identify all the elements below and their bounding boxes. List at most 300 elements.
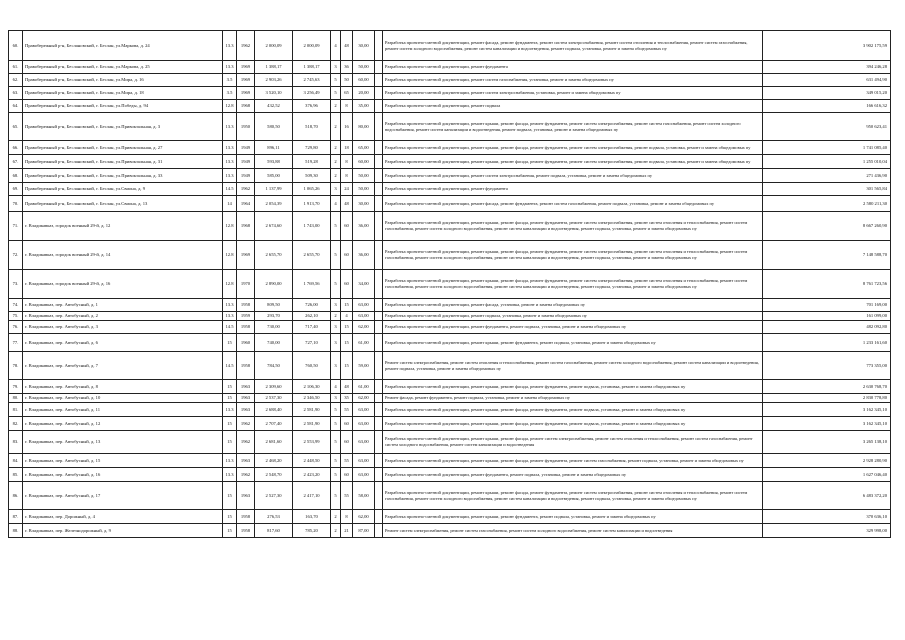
cost-cell: 701 169,00 [763, 299, 891, 312]
cost-cell: 631 494,90 [763, 74, 891, 87]
document-page [8, 30, 890, 538]
address-cell: Правобережный р-н, Беслановский, г. Беслан, ул.Привокзальная, д. 33 [23, 169, 223, 183]
cost-cell: 6 483 372,20 [763, 482, 891, 510]
wall-material-cell: 13.3 [223, 169, 237, 183]
row-number: 84. [9, 454, 23, 468]
living-area-cell: 1 913,70 [293, 196, 331, 212]
row-number: 69. [9, 183, 23, 196]
living-area-cell: 729,80 [293, 141, 331, 155]
apartments-cell: 18 [341, 141, 353, 155]
floors-cell: 5 [331, 417, 341, 431]
blank-cell [375, 482, 383, 510]
wall-material-cell: 12.8 [223, 241, 237, 270]
blank-cell [375, 31, 383, 61]
wall-material-cell: 15 [223, 394, 237, 403]
wear-percent-cell: 30,00 [353, 196, 375, 212]
living-area-cell: 262,10 [293, 312, 331, 321]
wear-percent-cell: 62,00 [353, 321, 375, 334]
works-cell: Разработка проектно-сметной документации, ремонт крыши, ремонт фасада, ремонт фундамента, ремонт подвала, установка, ремонт и замена общедомовых пу [383, 403, 763, 417]
total-area-cell: 2 903,26 [255, 74, 293, 87]
wall-material-cell: 14.5 [223, 183, 237, 196]
living-area-cell: 726,00 [293, 299, 331, 312]
table-row [9, 312, 891, 321]
wear-percent-cell: 50,00 [353, 169, 375, 183]
living-area-cell: 1 769,56 [293, 270, 331, 299]
total-area-cell: 3 520,10 [255, 87, 293, 100]
cost-cell: 3 162 345,10 [763, 403, 891, 417]
apartments-cell: 4 [341, 312, 353, 321]
blank-cell [375, 403, 383, 417]
year-built-cell: 1949 [237, 169, 255, 183]
table-row [9, 321, 891, 334]
works-cell: Разработка проектно-сметной документации, ремонт крыши, ремонт фасада, ремонт фундамента, ремонт систем электроснабжения, ремонт систем отопления и теплоснабжения, ремонт систем газоснабжения, ремонт систем холодного водоснабжения, ремонт систем канализации и водоотведения, ремонт подвала, установка, ремонт и замена общедомовых пу [383, 482, 763, 510]
wear-percent-cell: 63,00 [353, 299, 375, 312]
table-row [9, 352, 891, 380]
address-cell: г. Владикавказ, пер. Автобусный, д. 7 [23, 352, 223, 380]
table-row [9, 74, 891, 87]
total-area-cell: 730,00 [255, 321, 293, 334]
cost-cell: 3 265 138,10 [763, 431, 891, 454]
wall-material-cell: 12.8 [223, 270, 237, 299]
row-number: 82. [9, 417, 23, 431]
blank-cell [375, 87, 383, 100]
wear-percent-cell: 63,00 [353, 417, 375, 431]
table-row [9, 155, 891, 169]
blank-cell [375, 169, 383, 183]
wall-material-cell: 13.3 [223, 61, 237, 74]
row-number: 87. [9, 510, 23, 524]
floors-cell: 5 [331, 454, 341, 468]
row-number: 85. [9, 468, 23, 482]
blank-cell [375, 524, 383, 538]
wear-percent-cell: 36,00 [353, 212, 375, 241]
blank-cell [375, 394, 383, 403]
row-number: 74. [9, 299, 23, 312]
apartments-cell: 55 [341, 403, 353, 417]
cost-cell: 8 761 723,56 [763, 270, 891, 299]
row-number: 75. [9, 312, 23, 321]
cost-cell: 301 565,84 [763, 183, 891, 196]
living-area-cell: 717,40 [293, 321, 331, 334]
cost-cell: 7 148 588,70 [763, 241, 891, 270]
wear-percent-cell: 20,00 [353, 87, 375, 100]
apartments-cell: 60 [341, 431, 353, 454]
row-number: 78. [9, 352, 23, 380]
wall-material-cell: 13.3 [223, 31, 237, 61]
address-cell: Правобережный р-н, Беслановский, г. Беслан, ул.Маркова, д. 25 [23, 61, 223, 74]
cost-cell: 2 928 280,90 [763, 454, 891, 468]
blank-cell [375, 113, 383, 141]
wear-percent-cell: 87,00 [353, 524, 375, 538]
year-built-cell: 1958 [237, 321, 255, 334]
row-number: 83. [9, 431, 23, 454]
total-area-cell: 432,52 [255, 100, 293, 113]
cost-cell: 370 636,10 [763, 510, 891, 524]
floors-cell: 5 [331, 212, 341, 241]
total-area-cell: 2 688,40 [255, 403, 293, 417]
blank-cell [375, 380, 383, 394]
floors-cell: 5 [331, 241, 341, 270]
address-cell: г. Владикавказ, пер. Автобусный, д. 8 [23, 380, 223, 394]
wall-material-cell: 13.3 [223, 141, 237, 155]
works-cell: Разработка проектно-сметной документации, ремонт фундамента, ремонт подвала, установка, ремонт и замена общедомовых пу [383, 321, 763, 334]
address-cell: г. Владикавказ, городок военный 29-й, д. 16 [23, 270, 223, 299]
apartments-cell: 48 [341, 31, 353, 61]
year-built-cell: 1950 [237, 113, 255, 141]
living-area-cell: 2 655,70 [293, 241, 331, 270]
works-cell: Разработка проектно-сметной документации, ремонт подвала, установка, ремонт и замена общедомовых пу [383, 312, 763, 321]
floors-cell: 4 [331, 380, 341, 394]
table-row [9, 454, 891, 468]
year-built-cell: 1963 [237, 482, 255, 510]
works-cell: Разработка проектно-сметной документации, ремонт крыши, ремонт фасада, ремонт фундамента, ремонт систем электроснабжения, ремонт систем отопления и теплоснабжения, ремонт систем газоснабжения, ремонт систем холодного водоснабжения, ремонт систем канализации и водоотведения, ремонт подвала, установка, ремонт и замена общедомовых пу [383, 212, 763, 241]
wear-percent-cell: 34,00 [353, 270, 375, 299]
wall-material-cell: 15 [223, 431, 237, 454]
floors-cell: 2 [331, 510, 341, 524]
apartments-cell: 36 [341, 61, 353, 74]
row-number: 72. [9, 241, 23, 270]
floors-cell: 2 [331, 312, 341, 321]
wall-material-cell: 3.5 [223, 74, 237, 87]
address-cell: Правобережный р-н, Беслановский, г. Беслан, ул.Победы, д. 94 [23, 100, 223, 113]
cost-cell: 8 667 260,90 [763, 212, 891, 241]
address-cell: г. Владикавказ, пер. Автобусный, д. 16 [23, 468, 223, 482]
floors-cell: 5 [331, 270, 341, 299]
table-row [9, 510, 891, 524]
total-area-cell: 2 655,70 [255, 241, 293, 270]
address-cell: г. Владикавказ, пер. Дорожный, д. 4 [23, 510, 223, 524]
address-cell: г. Владикавказ, пер. Автобусный, д. 1 [23, 299, 223, 312]
address-cell: г. Владикавказ, городок военный 29-й, д. 14 [23, 241, 223, 270]
works-cell: Ремонт фасада, ремонт фундамента, ремонт подвала, установка, ремонт и замена общедомовых пу [383, 394, 763, 403]
blank-cell [375, 100, 383, 113]
works-cell: Разработка проектно-сметной документации, ремонт крыши, ремонт фундамента, ремонт подвала, установка, ремонт и замена общедомовых пу [383, 510, 763, 524]
living-area-cell: 1 743,00 [293, 212, 331, 241]
year-built-cell: 1962 [237, 468, 255, 482]
blank-cell [375, 155, 383, 169]
year-built-cell: 1958 [237, 299, 255, 312]
living-area-cell: 509,30 [293, 169, 331, 183]
apartments-cell: 24 [341, 183, 353, 196]
floors-cell: 5 [331, 431, 341, 454]
living-area-cell: 2 581,90 [293, 417, 331, 431]
year-built-cell: 1949 [237, 155, 255, 169]
blank-cell [375, 417, 383, 431]
blank-cell [375, 334, 383, 352]
floors-cell: 4 [331, 31, 341, 61]
works-cell: Разработка проектно-сметной документации, ремонт подвала [383, 100, 763, 113]
total-area-cell: 2 000,09 [255, 31, 293, 61]
blank-cell [375, 196, 383, 212]
total-area-cell: 740,00 [255, 334, 293, 352]
apartments-cell: 60 [341, 270, 353, 299]
wall-material-cell: 14 [223, 196, 237, 212]
year-built-cell: 1963 [237, 454, 255, 468]
works-cell: Разработка проектно-сметной документации, ремонт систем электроснабжения, установка, ремонт и замена общедомовых пу [383, 87, 763, 100]
cost-cell: 773 355,00 [763, 352, 891, 380]
year-built-cell: 1969 [237, 87, 255, 100]
wall-material-cell: 12.8 [223, 212, 237, 241]
living-area-cell: 2 423,20 [293, 468, 331, 482]
works-cell: Разработка проектно-сметной документации, ремонт крыши, ремонт фасада, ремонт фундамента, ремонт систем электроснабжения, ремонт систем отопления и теплоснабжения, ремонт систем газоснабжения, ремонт систем холодного водоснабжения, ремонт систем канализации и водоотведения, ремонт подвала, установка, ремонт и замена общедомовых пу [383, 241, 763, 270]
total-area-cell: 2 537,30 [255, 394, 293, 403]
address-cell: Правобережный р-н, Беслановский, г. Беслан, ул.Маркова, д. 24 [23, 31, 223, 61]
table-row [9, 468, 891, 482]
total-area-cell: 2 674,60 [255, 212, 293, 241]
wear-percent-cell: 63,00 [353, 431, 375, 454]
address-cell: Правобережный р-н, Беслановский, г. Беслан, ул.Привокзальная, д. 27 [23, 141, 223, 155]
living-area-cell: 1 065,26 [293, 183, 331, 196]
wear-percent-cell: 36,00 [353, 241, 375, 270]
works-cell: Разработка проектно-сметной документации, ремонт фасада, ремонт фундамента, ремонт систем газоснабжения, ремонт подвала, установка, ремонт и замена общедомовых пу [383, 196, 763, 212]
total-area-cell: 2 468,20 [255, 454, 293, 468]
address-cell: г. Владикавказ, пер. Автобусный, д. 2 [23, 312, 223, 321]
wall-material-cell: 14.5 [223, 352, 237, 380]
cost-cell: 2 580 211,30 [763, 196, 891, 212]
wear-percent-cell: 61,00 [353, 380, 375, 394]
living-area-cell: 2 553,99 [293, 431, 331, 454]
floors-cell: 5 [331, 468, 341, 482]
cost-cell: 349 015,20 [763, 87, 891, 100]
address-cell: г. Владикавказ, пер. Автобусный, д. 6 [23, 334, 223, 352]
table-row [9, 380, 891, 394]
works-cell: Разработка проектно-сметной документации, ремонт крыши, ремонт фундамента, ремонт подвала, установка, ремонт и замена общедомовых пу [383, 334, 763, 352]
apartments-cell: 60 [341, 241, 353, 270]
apartments-cell: 8 [341, 169, 353, 183]
living-area-cell: 727,10 [293, 334, 331, 352]
total-area-cell: 1 388,17 [255, 61, 293, 74]
living-area-cell: 376,96 [293, 100, 331, 113]
year-built-cell: 1962 [237, 183, 255, 196]
year-built-cell: 1969 [237, 61, 255, 74]
row-number: 80. [9, 394, 23, 403]
cost-cell: 1 233 161,60 [763, 334, 891, 352]
cost-cell: 3 902 175,59 [763, 31, 891, 61]
apartments-cell: 8 [341, 155, 353, 169]
address-cell: г. Владикавказ, пер. Автобусный, д. 10 [23, 394, 223, 403]
table-row [9, 403, 891, 417]
table-row [9, 141, 891, 155]
living-area-cell: 2 106,30 [293, 380, 331, 394]
cost-cell: 1 255 010,04 [763, 155, 891, 169]
apartments-cell: 15 [341, 299, 353, 312]
table-row [9, 394, 891, 403]
table-body [9, 31, 891, 538]
blank-cell [375, 468, 383, 482]
total-area-cell: 585,00 [255, 169, 293, 183]
total-area-cell: 809,50 [255, 299, 293, 312]
floors-cell: 2 [331, 155, 341, 169]
row-number: 62. [9, 74, 23, 87]
row-number: 77. [9, 334, 23, 352]
table-row [9, 270, 891, 299]
blank-cell [375, 352, 383, 380]
wall-material-cell: 15 [223, 334, 237, 352]
blank-cell [375, 61, 383, 74]
row-number: 65. [9, 113, 23, 141]
address-cell: г. Владикавказ, пер. Автобусный, д. 13 [23, 431, 223, 454]
cost-cell: 329 998,00 [763, 524, 891, 538]
cost-cell: 271 436,90 [763, 169, 891, 183]
floors-cell: 3 [331, 334, 341, 352]
total-area-cell: 896,11 [255, 141, 293, 155]
floors-cell: 3 [331, 183, 341, 196]
blank-cell [375, 183, 383, 196]
apartments-cell: 60 [341, 468, 353, 482]
wear-percent-cell: 30,00 [353, 31, 375, 61]
works-cell: Разработка проектно-сметной документации, ремонт крыши, ремонт фасада, ремонт фундамента, ремонт систем электроснабжения, ремонт систем газоснабжения, ремонт систем холодного водоснабжения, ремонт систем канализации и водоотведения, ремонт подвала, установка, ремонт и замена общедомовых пу [383, 113, 763, 141]
year-built-cell: 1969 [237, 241, 255, 270]
year-built-cell: 1968 [237, 212, 255, 241]
cost-cell: 161 099,00 [763, 312, 891, 321]
table-row [9, 431, 891, 454]
year-built-cell: 1970 [237, 270, 255, 299]
wear-percent-cell: 58,00 [353, 482, 375, 510]
row-number: 86. [9, 482, 23, 510]
total-area-cell: 2 054,39 [255, 196, 293, 212]
works-cell: Ремонт систем электроснабжения, ремонт систем газоснабжения, ремонт систем холодного водоснабжения, ремонт систем канализации и водоотведения [383, 524, 763, 538]
works-cell: Разработка проектно-сметной документации, ремонт крыши, ремонт фасада, ремонт фундамента, ремонт подвала, установка, ремонт и замена общедомовых пу [383, 417, 763, 431]
blank-cell [375, 270, 383, 299]
total-area-cell: 2 309,60 [255, 380, 293, 394]
works-cell: Разработка проектно-сметной документации, ремонт крыши, ремонт фасада, ремонт систем электроснабжения, ремонт систем отопления и теплоснабжения, ремонт систем газоснабжения, ремонт систем холодного водоснабжения, ремонт систем канализации и водоотведения [383, 431, 763, 454]
cost-cell: 1 627 046,40 [763, 468, 891, 482]
works-cell: Разработка проектно-сметной документации, ремонт систем газоснабжения, установка, ремонт и замена общедомовых пу [383, 74, 763, 87]
floors-cell: 2 [331, 524, 341, 538]
living-area-cell: 785,20 [293, 524, 331, 538]
year-built-cell: 1958 [237, 524, 255, 538]
year-built-cell: 1963 [237, 380, 255, 394]
blank-cell [375, 241, 383, 270]
year-built-cell: 1949 [237, 141, 255, 155]
total-area-cell: 580,50 [255, 113, 293, 141]
row-number: 70. [9, 196, 23, 212]
apartments-cell: 8 [341, 100, 353, 113]
total-area-cell: 817,60 [255, 524, 293, 538]
blank-cell [375, 74, 383, 87]
total-area-cell: 2 681,60 [255, 431, 293, 454]
apartments-cell: 55 [341, 454, 353, 468]
table-row [9, 212, 891, 241]
apartments-cell: 48 [341, 196, 353, 212]
table-row [9, 299, 891, 312]
total-area-cell: 2 548,70 [255, 468, 293, 482]
wall-material-cell: 13.3 [223, 155, 237, 169]
works-cell: Разработка проектно-сметной документации, ремонт фасада, ремонт фундамента, ремонт систем электроснабжения, ремонт систем отопления и теплоснабжения, ремонт систем газоснабжения, ремонт систем холодного водоснабжения, ремонт систем канализации и водоотведения, ремонт подвала, установка, ремонт и замена общедомовых пу [383, 31, 763, 61]
blank-cell [375, 454, 383, 468]
wear-percent-cell: 59,00 [353, 352, 375, 380]
row-number: 60. [9, 31, 23, 61]
living-area-cell: 1 388,17 [293, 61, 331, 74]
table-row [9, 113, 891, 141]
works-cell: Разработка проектно-сметной документации, ремонт фасада, установка, ремонт и замена общедомовых пу [383, 299, 763, 312]
table-row [9, 31, 891, 61]
works-cell: Разработка проектно-сметной документации, ремонт фундамента [383, 183, 763, 196]
row-number: 71. [9, 212, 23, 241]
wall-material-cell: 15 [223, 482, 237, 510]
table-row [9, 334, 891, 352]
blank-cell [375, 321, 383, 334]
address-cell: г. Владикавказ, пер. Железнодорожный, д. 9 [23, 524, 223, 538]
total-area-cell: 2 527,30 [255, 482, 293, 510]
address-cell: г. Владикавказ, пер. Автобусный, д. 3 [23, 321, 223, 334]
cost-cell: 1 741 085,40 [763, 141, 891, 155]
floors-cell: 4 [331, 196, 341, 212]
floors-cell: 3 [331, 321, 341, 334]
works-cell: Разработка проектно-сметной документации, ремонт фундамента [383, 61, 763, 74]
year-built-cell: 1969 [237, 74, 255, 87]
row-number: 79. [9, 380, 23, 394]
apartments-cell: 60 [341, 212, 353, 241]
housing-repair-table [8, 30, 891, 538]
apartments-cell: 65 [341, 87, 353, 100]
blank-cell [375, 212, 383, 241]
year-built-cell: 1962 [237, 417, 255, 431]
wall-material-cell: 13.3 [223, 299, 237, 312]
row-number: 66. [9, 141, 23, 155]
wear-percent-cell: 62,00 [353, 510, 375, 524]
floors-cell: 3 [331, 299, 341, 312]
living-area-cell: 2 448,50 [293, 454, 331, 468]
living-area-cell: 2 745,63 [293, 74, 331, 87]
floors-cell: 3 [331, 394, 341, 403]
row-number: 88. [9, 524, 23, 538]
living-area-cell: 3 256,49 [293, 87, 331, 100]
address-cell: г. Владикавказ, городок военный 29-й, д. 12 [23, 212, 223, 241]
blank-cell [375, 141, 383, 155]
works-cell: Разработка проектно-сметной документации, ремонт фундамента, ремонт подвала, установка, ремонт и замена общедомовых пу [383, 468, 763, 482]
floors-cell: 2 [331, 100, 341, 113]
living-area-cell: 163,70 [293, 510, 331, 524]
table-row [9, 169, 891, 183]
apartments-cell: 15 [341, 334, 353, 352]
address-cell: г. Владикавказ, пер. Автобусный, д. 12 [23, 417, 223, 431]
wear-percent-cell: 60,00 [353, 155, 375, 169]
apartments-cell: 35 [341, 394, 353, 403]
year-built-cell: 1968 [237, 100, 255, 113]
table-row [9, 183, 891, 196]
year-built-cell: 1960 [237, 334, 255, 352]
address-cell: г. Владикавказ, пер. Автобусный, д. 17 [23, 482, 223, 510]
row-number: 67. [9, 155, 23, 169]
wear-percent-cell: 63,00 [353, 468, 375, 482]
wall-material-cell: 3.5 [223, 87, 237, 100]
wear-percent-cell: 80,00 [353, 113, 375, 141]
cost-cell: 482 092,80 [763, 321, 891, 334]
apartments-cell: 48 [341, 380, 353, 394]
living-area-cell: 519,28 [293, 155, 331, 169]
works-cell: Разработка проектно-сметной документации, ремонт крыши, ремонт фасада, ремонт фундамента, ремонт систем электроснабжения, ремонт систем отопления и теплоснабжения, ремонт систем газоснабжения, ремонт систем холодного водоснабжения, ремонт систем канализации и водоотведения, ремонт подвала, установка, ремонт и замена общедомовых пу [383, 270, 763, 299]
floors-cell: 5 [331, 74, 341, 87]
total-area-cell: 293,70 [255, 312, 293, 321]
row-number: 76. [9, 321, 23, 334]
address-cell: Правобережный р-н, Беслановский, г. Беслан, ул.Привокзальная, д. 3 [23, 113, 223, 141]
apartments-cell: 15 [341, 321, 353, 334]
works-cell: Разработка проектно-сметной документации, ремонт систем электроснабжения, ремонт подвала, установка, ремонт и замена общедомовых пу [383, 169, 763, 183]
address-cell: г. Владикавказ, пер. Автобусный, д. 15 [23, 454, 223, 468]
apartments-cell: 16 [341, 113, 353, 141]
living-area-cell: 2 346,50 [293, 394, 331, 403]
wear-percent-cell: 63,00 [353, 454, 375, 468]
wall-material-cell: 13.3 [223, 454, 237, 468]
table-row [9, 87, 891, 100]
row-number: 68. [9, 169, 23, 183]
floors-cell: 3 [331, 61, 341, 74]
wall-material-cell: 13.3 [223, 312, 237, 321]
address-cell: Правобережный р-н, Беслановский, г. Беслан, ул.Привокзальная, д. 31 [23, 155, 223, 169]
wall-material-cell: 15 [223, 524, 237, 538]
floors-cell: 2 [331, 113, 341, 141]
